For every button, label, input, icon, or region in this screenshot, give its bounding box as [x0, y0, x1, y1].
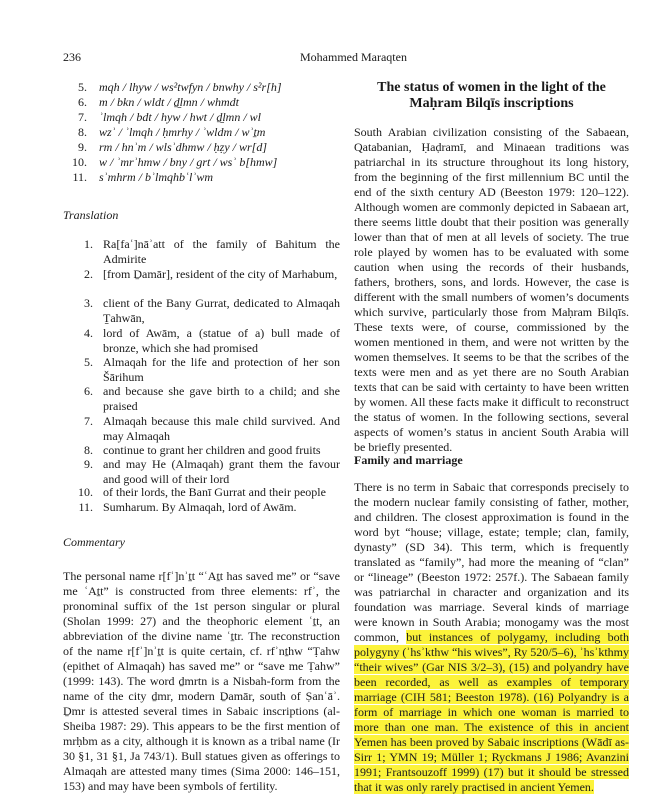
transliteration-line: 11. sʾmhrm / bʾlmqhbʿlʾwm	[72, 170, 213, 184]
section-title: The status of women in the light of the Maḥram Bilqīs inscriptions	[377, 80, 606, 111]
transliteration-line: 9. rm / hnʾm / wlsʾdhmw / ḥẓy / wr[d]	[78, 140, 268, 154]
transliteration-line: 10. w / ʾmrʾhmw / bny / grt / wsʾ b[hmw]	[72, 155, 278, 169]
highlighted-text: but instances of polygamy, including both polygyny (ʾhsʾkthw “his wives”, Ry 520/5–6), ʾhsʾkthmy “their wives” (Gar NIS 3/2–3), (15) and polyandry have been recorded, as well as examples of temporary marriage (CIH 581; Beeston 1978). (16) Polyandry is a form of marriage in which one woman is married to more than one man. The existence of this in ancient Yemen has been proved by Sabaic inscriptions (Wādī as-Sirr 1; YMN 19; Müller 1; Ryckmans J 1986; Avanzini 1991; Frantsouzoff 1999) (17) but it should be stressed that it was only rarely practised in ancient Yemen.	[354, 630, 629, 794]
commentary-heading: Commentary	[63, 535, 125, 549]
transliteration-line: 6. m / bkn / wldt / ḏ̱lmn / whmdt	[78, 95, 240, 109]
document-page: 236 Mohammed Maraqten 5. mqh / lhyw / ws²twfyn / bnwhy / s²r[h] 6. m / bkn / wldt / ḏ̱lmn / whmdt 7. ʾlmqh / bdt / hyw / hwt / ḏ̱lmn / wl 8. wzʾ / ʾlmqh / ḥmrhy / ʾwldm / wʾṯm 9. rm / hnʾm / wlsʾdhmw / ḥẓy / wr[d] 10. w / ʾmrʾhmw / bny / grt / wsʾ b[hmw] 11. sʾmhrm / bʾlmqhbʿlʾwm Translation 1. Ra[faʿ]nāʾatt of the family of Bahitum the Admirite 2. [from Ḏamār], resident of the city of Marhabum, 3. client of the Bany Gurrat, dedicated to Almaqah Ṯahwān, 4. lord of Awām, a (statue of a) bull made of bronze, which she had promised 5. Almaqah for the life and protection of her son Šārihum 6. and because she gave birth to a child; and she praised 7. Almaqah because this male child survived. And may Almaqah 8. continue to grant her children and good fruits 9. and may He (Almaqah) grant them the favour and good will of their lord 10. of their lords, the Banī Gurrat and their people 11. Sumharum. By Almaqah, lord of Awām. Commentary The personal name r[fʿ]nʾṯt “ʿAṯt has saved me” or “save me ʿAṯt” is constructed from three elements: rfʾ, the pronominal suffix of the 1st person singular or plural (Sholan 1999: 27) and the theophoric element ʿṯt, an abbreviation of the divine name ʿṯtr. The reconstruction of the name r[fʾ]nʾṯt is quite certain, cf. rfʾnṯhw “Ṭahw (epithet of Almaqah) has saved me” or “save me Ṭahw” (1999: 143). The word ḏmrtn is a Nisbah-form from the name of the city ḏmr, modern Ḏamār, south of Ṣanʿāʾ. Ḏmr is attested several times in Sabaic inscriptions (al-Sheiba 1987: 29). This appears to be the first mention of mrḥbm as a city, although it is known as a tribal name (Ir 30 §1, 31 §1, Ja 743/1). Bull statues given as offerings to Almaqah are attested many times (Sima 2000: 146–151, 153) and may have been symbols of fertility. The status of women in the light of the Maḥram Bilqīs inscriptions South Arabian civilization consisting of the Sabaean, Qatabanian, Ḥaḍramī, and Minaean traditions was patriarchal in its structure throughout its long history, from the beginning of the first millennium BC until the end of the sixth century AD (Beeston 1979: 120–122). Although women are commonly depicted in Sabaean art, there seems little doubt that their position was generally lower than that of men at all levels of society. The true role played by women has to be evaluated with some caution when using the records of their husbands, fathers, brothers, sons, and lords. However, the case is different with the small numbers of women’s documents which survive, particularly those from Maḥram Bilqīs. These texts were, of course, commissioned by the women mentioned in them, and were not written by the women themselves. It seems to be that the scribes of the texts were men and as yet there are no South Arabian texts that can be said with certainty to have been written by women. All these facts make it difficult to reconstruct the status of women. In the following sections, several aspects of women’s status in ancient South Arabia will be briefly presented. Family and marriage There is no term in Sabaic that corresponds precisely to the modern nuclear family consisting of father, mother, and children. The closest approximation is found in the word byt “house; village, estate; temple; clan, family, dynasty” (SD 34). This term, which is frequently translated as “family”, had more the meaning of “clan” or “lineage” (Beeston 1972: 257f.). The Sabaean family was patriarchal in character and organization and its foundation was marriage. Several kinds of marriage were known in South Arabia; monogamy was the most common, but instances of polygamy, including both polygyny (ʾhsʾkthw “his wives”, Ry 520/5–6), ʾhsʾkthmy “their wives” (Gar NIS 3/2–3), (15) and polyandry have been recorded, as well as examples of temporary marriage (CIH 581; Beeston 1978). (16) Polyandry is a form of marriage in which one woman is married to more than one man. The existence of this in ancient Yemen has been proved by Sabaic inscriptions (Wādī as-Sirr 1; YMN 19; Müller 1; Ryckmans J 1986; Avanzini 1991; Frantsouzoff 1999) (17) but it should be stressed that it was only rarely practised in ancient Yemen.	[63, 50, 629, 794]
subsection-heading: Family and marriage	[354, 453, 463, 467]
transliteration-line: 7. ʾlmqh / bdt / hyw / hwt / ḏ̱lmn / wl	[78, 110, 262, 124]
running-header-author: Mohammed Maraqten	[300, 50, 407, 64]
transliteration-line: 8. wzʾ / ʾlmqh / ḥmrhy / ʾwldm / wʾṯm	[78, 125, 266, 139]
family-marriage-paragraph	[354, 480, 629, 795]
commentary-paragraph: The personal name r[fʿ]nʾṯt “ʿAṯt has saved me” or “save me ʿAṯt” is constructed from three elements: rfʾ, the pronominal suffix of the 1st person singular or plural (Sholan 1999: 27) and the theophoric element ʿṯt, an abbreviation of the divine name ʿṯtr. The reconstruction of the name r[fʾ]nʾṯt is quite certain, cf. rfʾnṯhw “Ṭahw (epithet of Almaqah) has saved me” or “save me Ṭahw” (1999: 143). The word ḏmrtn is a Nisbah-form from the name of the city ḏmr, modern Ḏamār, south of Ṣanʿāʾ. Ḏmr is attested several times in Sabaic inscriptions (al-Sheiba 1987: 29). This appears to be the first mention of mrḥbm as a city, although it is known as a tribal name (Ir 30 §1, 31 §1, Ja 743/1). Bull statues given as offerings to Almaqah are attested many times (Sima 2000: 146–151, 153) and may have been symbols of fertility.	[63, 569, 340, 793]
intro-paragraph: South Arabian civilization consisting of the Sabaean, Qatabanian, Ḥaḍramī, and Minaean traditions was patriarchal in its structure throughout its long history, from the beginning of the first millennium BC until the end of the sixth century AD (Beeston 1979: 120–122). Although women are commonly depicted in Sabaean art, there seems little doubt that their position was generally lower than that of men at all levels of society. The true role played by women has to be evaluated with some caution when using the records of their husbands, fathers, brothers, sons, and lords. However, the case is different with the small numbers of women’s documents which survive, particularly those from Maḥram Bilqīs. These texts were, of course, commissioned by the women mentioned in them, and were not written by the women themselves. It seems to be that the scribes of the texts were men and as yet there are no South Arabian texts that can be said with certainty to have been written by women. All these facts make it difficult to reconstruct the status of women. In the following sections, several aspects of women’s status in ancient South Arabia will be briefly presented.	[354, 125, 629, 454]
translation-heading: Translation	[63, 208, 119, 222]
page-number: 236	[63, 50, 81, 64]
transliteration-line: 5. mqh / lhyw / ws²twfyn / bnwhy / s²r[h]	[78, 80, 282, 94]
paragraph-text: There is no term in Sabaic that corresponds precisely to the modern nuclear family consisting of father, mother, and children. The closest approximation is found in the word byt “house; village, estate; temple; clan, family, dynasty” (SD 34). This term, which is frequently translated as “family”, had more the meaning of “clan” or “lineage” (Beeston 1972: 257f.). The Sabaean family was patriarchal in character and organization and its foundation was marriage. Several kinds of marriage were known in South Arabia; monogamy was the most common,	[354, 480, 629, 644]
